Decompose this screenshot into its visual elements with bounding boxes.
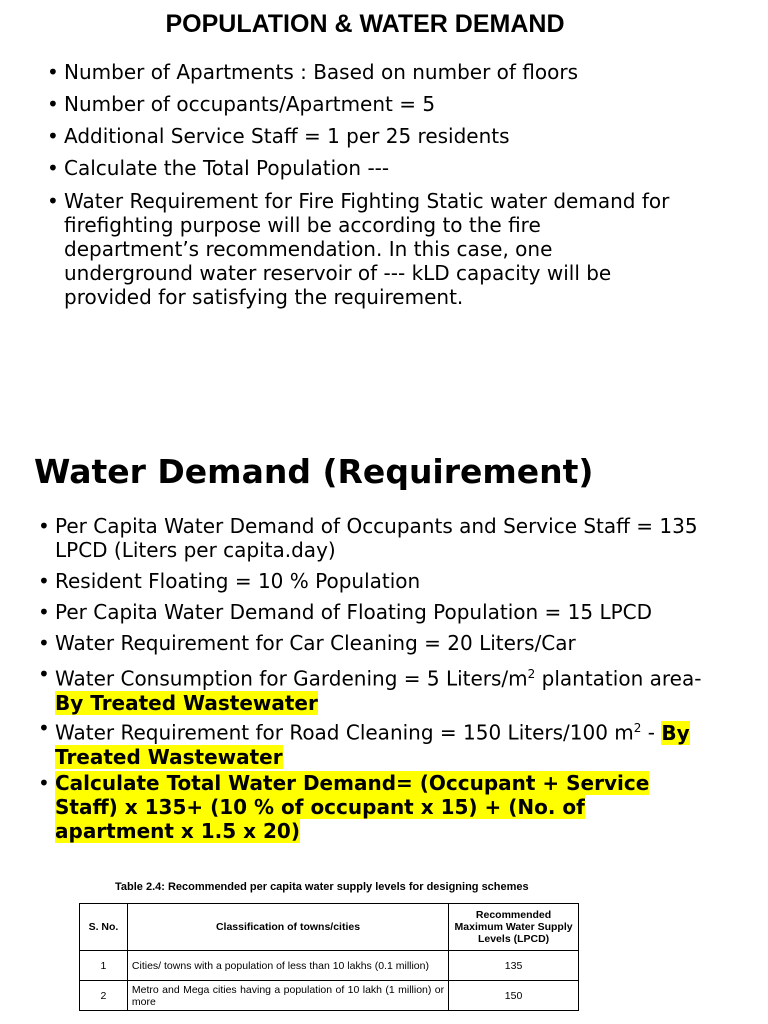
population-bullet-list [47,60,737,84]
header-supply-level: Recommended Maximum Water Supply Levels (LPCD) [449,904,579,951]
table-caption: Table 2.4: Recommended per capita water supply levels for designing schemes [115,881,529,893]
bullet-service-staff: • Additional Service Staff = 1 per 25 residents [47,124,737,148]
table-header-row [80,904,579,951]
bullet-occupants: • Number of occupants/Apartment = 5 [47,92,737,116]
cell-classification: Cities/ towns with a population of less than 10 lakhs (0.1 million) [127,951,448,981]
header-sno: S. No. [80,904,128,951]
bullet-apartments: • Number of Apartments : Based on number of floors [47,60,737,84]
bullet-resident-floating: • Resident Floating = 10 % Population [38,569,738,593]
bullet-total-water-demand [38,771,698,843]
slide1-title: POPULATION & WATER DEMAND [165,10,565,38]
cell-sno: 1 [80,951,128,981]
bullet-gardening: • Water Consumption for Gardening = 5 Liters/$m^2$ plantation area- By Treated Wastewater [38,662,738,715]
superscript-2: 2 [633,721,642,735]
highlight-total-demand-formula: Calculate Total Water Demand= (Occupant + Service Staff) x 135+ (10 % of occupant x 15) + (No. of apartment x 1.5 x 20) [55,771,650,843]
cell-classification: Metro and Mega cities having a population of 10 lakh (1 million) or more [127,981,448,1011]
superscript-2: 2 [527,667,536,681]
water-demand-bullet-list [38,514,698,562]
highlight-treated-wastewater: By Treated Wastewater [55,690,318,715]
bullet-per-capita-demand: • Per Capita Water Demand of Occupants and Service Staff = 135 LPCD (Liters per capita.day) [38,514,698,562]
slide2-title: Water Demand (Requirement) [34,452,594,491]
bullet-car-cleaning: • Water Requirement for Car Cleaning = 20 Liters/Car [38,631,738,655]
highlight-treated-wastewater: By Treated Wastewater [55,720,690,769]
cell-supply-level: 150 [449,981,579,1011]
cell-supply-level: 135 [449,951,579,981]
bullet-fire-fighting: • Water Requirement for Fire Fighting Static water demand for firefighting purpose will be according to the fire department’s recommendation. In this case, one underground water reservoir of --- kLD capacity will be provided for satisfying the requirement. [47,189,677,309]
water-supply-table [79,903,579,1011]
cell-sno: 2 [80,981,128,1011]
table-row [80,951,579,981]
bullet-total-population: • Calculate the Total Population --- [47,156,737,180]
header-classification: Classification of towns/cities [127,904,448,951]
bullet-floating-demand: • Per Capita Water Demand of Floating Population = 15 LPCD [38,600,738,624]
table-row [80,981,579,1011]
bullet-road-cleaning: • Water Requirement for Road Cleaning = 150 Liters/100 $m^2$ - By Treated Wastewater [38,716,738,769]
